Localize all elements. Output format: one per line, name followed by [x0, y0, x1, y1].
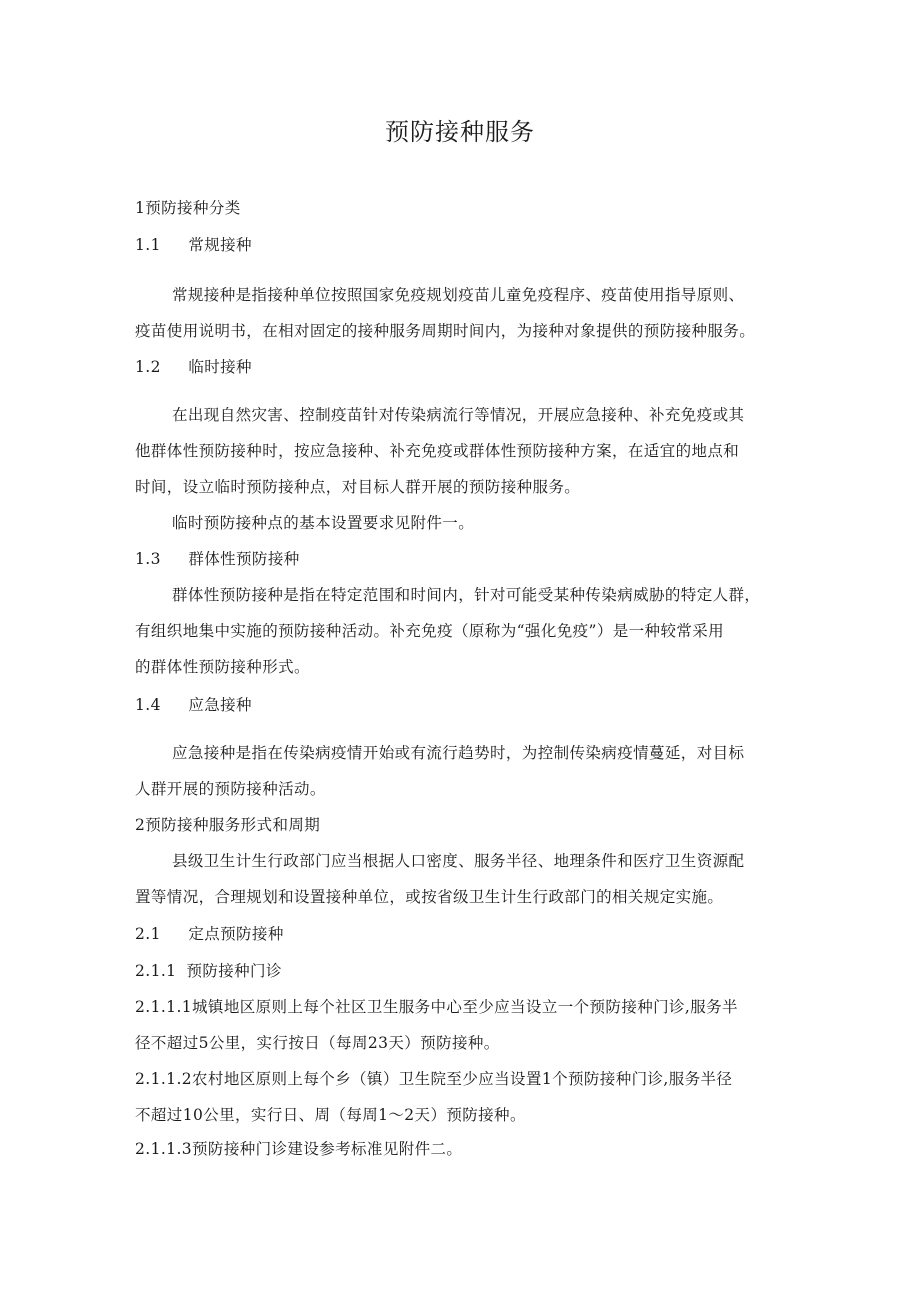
paragraph-line: 2.1.1.1城镇地区原则上每个社区卫生服务中心至少应当设立一个预防接种门诊,服务半: [135, 998, 738, 1016]
section-number: 1.3: [135, 550, 161, 568]
paragraph-line: 人群开展的预防接种活动。: [135, 780, 326, 798]
paragraph-line: 临时预防接种点的基本设置要求见附件一。: [172, 514, 475, 532]
paragraph-line: 径不超过5公里，实行按日（每周23天）预防接种。: [135, 1034, 500, 1052]
section-label: 定点预防接种: [188, 925, 284, 943]
paragraph-line: 应急接种是指在传染病疫情开始或有流行趋势时，为控制传染病疫情蔓延，对目标: [172, 744, 745, 762]
paragraph-line: 时间，设立临时预防接种点，对目标人群开展的预防接种服务。: [135, 478, 581, 496]
section-2-1-1-heading: [135, 960, 282, 982]
paragraph-line: 的群体性预防接种形式。: [135, 658, 310, 676]
section-label: 应急接种: [188, 696, 252, 714]
section-1-4-heading: [135, 694, 252, 716]
section-label: 预防接种门诊: [186, 962, 282, 980]
heading-2: 2预防接种服务形式和周期: [135, 816, 321, 834]
paragraph-line: 置等情况，合理规划和设置接种单位，或按省级卫生计生行政部门的相关规定实施。: [135, 888, 724, 906]
section-number: 1.4: [135, 696, 161, 714]
paragraph-line: 他群体性预防接种时，按应急接种、补充免疫或群体性预防接种方案，在适宜的地点和: [135, 442, 740, 460]
section-1-3-heading: [135, 548, 300, 570]
paragraph-line: 2.1.1.2农村地区原则上每个乡（镇）卫生院至少应当设置1个预防接种门诊,服务半径: [135, 1070, 733, 1088]
document-title: 预防接种服务: [385, 118, 535, 146]
section-number: 1.1: [135, 236, 161, 254]
section-label: 群体性预防接种: [188, 550, 300, 568]
paragraph-line: 2.1.1.3预防接种门诊建设参考标准见附件二。: [135, 1140, 463, 1158]
paragraph-line: 在出现自然灾害、控制疫苗针对传染病流行等情况，开展应急接种、补充免疫或其: [172, 406, 745, 424]
section-2-1-heading: [135, 923, 284, 945]
section-number: 1.2: [135, 358, 161, 376]
section-label: 常规接种: [188, 236, 252, 254]
paragraph-line: 县级卫生计生行政部门应当根据人口密度、服务半径、地理条件和医疗卫生资源配: [172, 852, 745, 870]
section-1-2-heading: [135, 356, 252, 378]
heading-1: 1预防接种分类: [135, 199, 241, 217]
paragraph-line: 有组织地集中实施的预防接种活动。补充免疫（原称为“强化免疫”）是一种较常采用: [135, 622, 725, 640]
section-number: 2.1: [135, 925, 161, 943]
section-label: 临时接种: [188, 358, 252, 376]
section-number: 2.1.1: [135, 962, 177, 980]
paragraph-line: 群体性预防接种是指在特定范围和时间内，针对可能受某种传染病威胁的特定人群，: [172, 586, 761, 604]
paragraph-line: 常规接种是指接种单位按照国家免疫规划疫苗儿童免疫程序、疫苗使用指导原则、: [172, 286, 745, 304]
paragraph-line: 疫苗使用说明书，在相对固定的接种服务周期时间内，为接种对象提供的预防接种服务。: [135, 322, 756, 340]
paragraph-line: 不超过10公里，实行日、周（每周1～2天）预防接种。: [135, 1106, 526, 1124]
section-1-1-heading: [135, 234, 252, 256]
